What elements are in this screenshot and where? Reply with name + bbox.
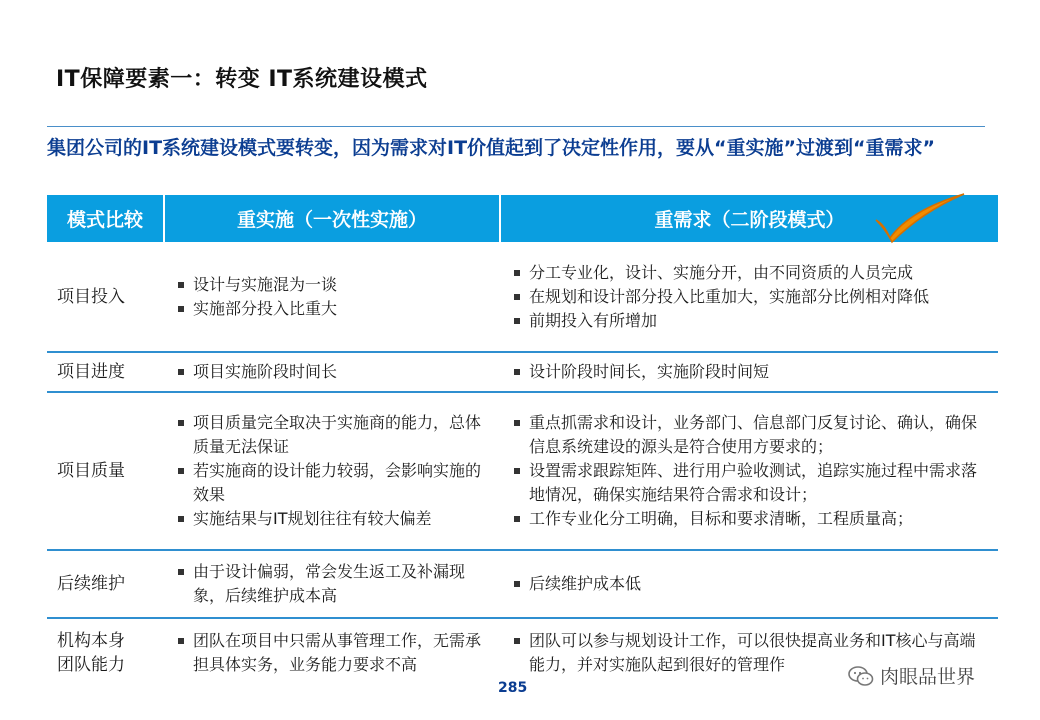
- table-row: [47, 392, 998, 550]
- table-header-row: [47, 195, 998, 242]
- bullet-list: [514, 411, 990, 531]
- bullet-list: [178, 560, 492, 608]
- list-item: 重点抓需求和设计，业务部门、信息部门反复讨论、确认，确保信息系统建设的源头是符合使用方要求的；: [514, 411, 990, 459]
- list-item: 后续维护成本低: [514, 572, 990, 596]
- bullet-list: [514, 261, 990, 333]
- list-item: 项目实施阶段时间长: [178, 360, 492, 384]
- list-item: 工作专业化分工明确，目标和要求清晰，工程质量高；: [514, 507, 990, 531]
- page-title: IT保障要素一：转变 IT系统建设模式: [56, 67, 428, 92]
- watermark: [848, 662, 975, 689]
- row-label: 项目质量: [47, 392, 164, 550]
- row-label: 项目进度: [47, 352, 164, 392]
- list-item: 若实施商的设计能力较弱，会影响实施的效果: [178, 459, 492, 507]
- list-item: 由于设计偏弱，常会发生返工及补漏现象，后续维护成本高: [178, 560, 492, 608]
- list-item: 团队可以参与规划设计工作，可以很快提高业务和IT核心与高端能力，并对实施队起到很好的管理作: [514, 629, 990, 677]
- comparison-table: [47, 195, 998, 686]
- row-label: 机构本身团队能力: [57, 630, 125, 675]
- wechat-logo-icon: [848, 665, 874, 687]
- table-row: [47, 352, 998, 392]
- bullet-list: [178, 273, 492, 321]
- bullet-list: [178, 411, 492, 531]
- table-row: [47, 550, 998, 618]
- bullet-list: [514, 360, 990, 384]
- list-item: 设计阶段时间长，实施阶段时间短: [514, 360, 990, 384]
- bullet-list: [178, 629, 492, 677]
- list-item: 在规划和设计部分投入比重加大，实施部分比例相对降低: [514, 285, 990, 309]
- list-item: 项目质量完全取决于实施商的能力，总体质量无法保证: [178, 411, 492, 459]
- bullet-list: [514, 572, 990, 596]
- list-item: 实施结果与IT规划往往有较大偏差: [178, 507, 492, 531]
- list-item: 实施部分投入比重大: [178, 297, 492, 321]
- list-item: 分工专业化，设计、实施分开，由不同资质的人员完成: [514, 261, 990, 285]
- header-requirements: 重需求（二阶段模式）: [500, 195, 998, 242]
- watermark-text: 肉眼品世界: [880, 666, 976, 688]
- check-mark-icon: [870, 190, 970, 246]
- bullet-list: [178, 360, 492, 384]
- table-row: [47, 242, 998, 352]
- list-item: 前期投入有所增加: [514, 309, 990, 333]
- list-item: 设置需求跟踪矩阵、进行用户验收测试，追踪实施过程中需求落地情况，确保实施结果符合需求和设计；: [514, 459, 990, 507]
- header-implementation: 重实施（一次性实施）: [164, 195, 500, 242]
- title-divider: [47, 126, 985, 127]
- page-subtitle: 集团公司的IT系统建设模式要转变，因为需求对IT价值起到了决定性作用，要从“重实施”过渡到“重需求”: [47, 137, 936, 159]
- row-label: 后续维护: [47, 550, 164, 618]
- page-number: 285: [498, 680, 528, 696]
- list-item: 团队在项目中只需从事管理工作，无需承担具体实务，业务能力要求不高: [178, 629, 492, 677]
- row-label: 项目投入: [47, 242, 164, 352]
- list-item: 设计与实施混为一谈: [178, 273, 492, 297]
- header-mode-compare: 模式比较: [47, 195, 164, 242]
